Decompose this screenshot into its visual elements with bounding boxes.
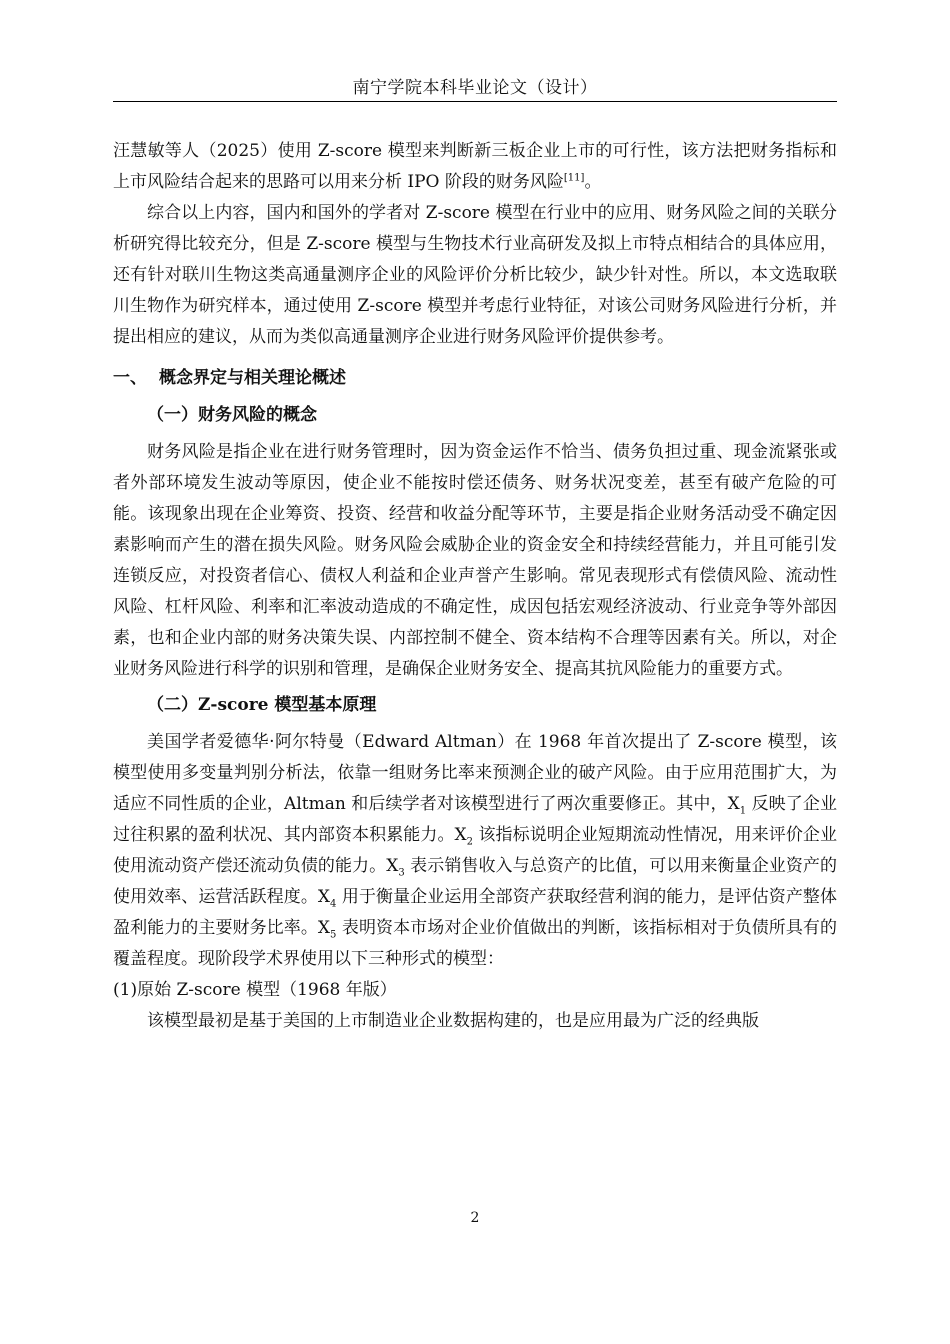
section-title: 概念界定与相关理论概述 <box>159 368 346 388</box>
text-run: 美国学者爱德华·阿尔特曼（Edward Altman）在 1968 年首次提出了 Z-score 模型，该模型使用多变量判别分析法，依靠一组财务比率来预测企业的破产风险。由于应用范围扩大，为适应不同性质的企业，Altman 和后续学者对该模型进行了两次重要修正。其中，X <box>113 732 837 814</box>
subscript: 3 <box>398 867 405 879</box>
paragraph-summary: 综合以上内容，国内和国外的学者对 Z-score 模型在行业中的应用、财务风险之间的关联分析研究得比较充分，但是 Z-score 模型与生物技术行业高研发及拟上市特点相结合的具体应用，还有针对联川生物这类高通量测序企业的风险评价分析比较少，缺少针对性。所以，本文选取联川生物作为研究样本，通过使用 Z-score 模型并考虑行业特征，对该公司财务风险进行分析，并提出相应的建议，从而为类似高通量测序企业进行财务风险评价提供参考。 <box>113 203 837 347</box>
subsection-heading-1: （一）财务风险的概念 <box>147 405 317 425</box>
body-text <box>113 136 837 1037</box>
paragraph-end: 。 <box>584 172 602 192</box>
subsection-heading-2: （二）Z-score 模型基本原理 <box>147 695 377 715</box>
text-run: 该指标说明企业短期流动性情况，用来评价企业使用流动资产偿还流动负债的能力。X <box>113 825 837 876</box>
text-run: 表示销售收入与总资产的比值，可以用来衡量企业资产的使用效率、运营活跃程度。X <box>113 856 838 907</box>
subscript: 5 <box>330 929 337 941</box>
section-number: 一、 <box>113 368 147 388</box>
page-number: 2 <box>470 1210 480 1226</box>
paragraph-continued <box>113 136 837 198</box>
paragraph-model-1: 该模型最初是基于美国的上市制造业企业数据构建的，也是应用最为广泛的经典版 <box>147 1011 759 1031</box>
paragraph-text: 汪慧敏等人（2025）使用 Z-score 模型来判断新三板企业上市的可行性，该方法把财务指标和上市风险结合起来的思路可以用来分析 IPO 阶段的财务风险 <box>113 141 837 192</box>
citation-ref: [11] <box>563 172 585 184</box>
paragraph-zscore-principle <box>113 727 837 975</box>
header-rule <box>113 101 837 102</box>
text-run: 反映了企业过往积累的盈利状况、其内部资本积累能力。X <box>113 794 837 845</box>
paragraph-financial-risk: 财务风险是指企业在进行财务管理时，因为资金运作不恰当、债务负担过重、现金流紧张或者外部环境发生波动等原因，使企业不能按时偿还债务、财务状况变差，甚至有破产危险的可能。该现象出现在企业筹资、投资、经营和收益分配等环节，主要是指企业财务活动受不确定因素影响而产生的潜在损失风险。财务风险会威胁企业的资金安全和持续经营能力，并且可能引发连锁反应，对投资者信心、债权人利益和企业声誉产生影响。常见表现形式有偿债风险、流动性风险、杠杆风险、利率和汇率波动造成的不确定性，成因包括宏观经济波动、行业竞争等外部因素，也和企业内部的财务决策失误、内部控制不健全、资本结构不合理等因素有关。所以，对企业财务风险进行科学的识别和管理，是确保企业财务安全、提高其抗风险能力的重要方式。 <box>113 442 837 679</box>
list-item-model-1: (1)原始 Z-score 模型（1968 年版） <box>113 980 397 1000</box>
subscript: 4 <box>330 898 337 910</box>
section-heading <box>113 363 837 394</box>
running-header: 南宁学院本科毕业论文（设计） <box>352 78 598 98</box>
subscript: 1 <box>739 805 747 817</box>
text-run: 用于衡量企业运用全部资产获取经营利润的能力，是评估资产整体盈利能力的主要财务比率。X <box>113 887 837 938</box>
subscript: 2 <box>466 836 473 848</box>
text-run: 表明资本市场对企业价值做出的判断，该指标相对于负债所具有的覆盖程度。现阶段学术界使用以下三种形式的模型： <box>113 918 837 969</box>
